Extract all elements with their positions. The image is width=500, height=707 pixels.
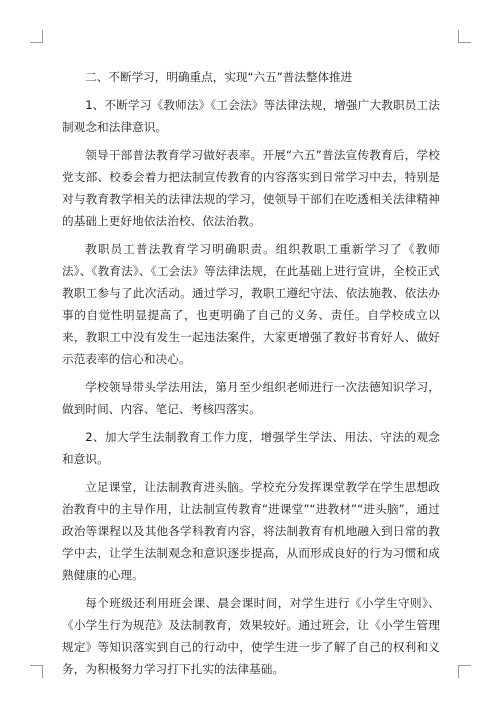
crop-mark-bottom-right [458, 665, 471, 678]
paragraph-3: 教职员工普法教育学习明确职责。组织教职工重新学习了《教师法》、《教育法》、《工会法》等法律法规，在此基础上进行宣讲，全校正式教职工参与了此次活动。通过学习，教职工遵纪守法、依法施教、依法办事的自觉性明显提高了，也更明确了自己的义务、责任。自学校成立以来，教职工中没有发生一起违法案件，大家更增强了教好书育好人、做好示范表率的信心和决心。 [62, 242, 440, 366]
paragraph-1: 1、不断学习《教师法》《工会法》等法律法规，增强广大教职员工法制观念和法律意识。 [62, 98, 440, 134]
crop-mark-bottom-left [30, 665, 43, 678]
paragraph-2: 领导干部普法教育学习做好表率。开展“六五”普法宣传教育后，学校党支部、校委会着力把法制宣传教育的内容落实到日常学习中去，特别是对与教育教学相关的法律法规的学习，使领导干部们在吃透相关法律精神的基础上更好地依法治校、依法治教。 [62, 148, 440, 228]
paragraph-4: 学校领导带头学法用法，第月至少组织老师进行一次法德知识学习，做到时间、内容、笔记、考核四落实。 [62, 380, 440, 416]
crop-mark-top-left [30, 30, 43, 43]
document-body [62, 66, 440, 686]
section-heading: 二、不断学习，明确重点，实现“六五”普法整体推进 [85, 70, 353, 84]
paragraph-7: 每个班级还利用班会课、晨会课时间，对学生进行《小学生守则》、《小学生行为规范》及法制教育，效果较好。通过班会，让《小学生管理规定》等知识落实到自己的行动中，使学生进一步了解了自己的权利和义务，为积极努力学习打下扎实的法律基础。 [62, 596, 440, 676]
paragraph-5: 2、加大学生法制教育工作力度，增强学生学法、用法、守法的观念和意识。 [62, 430, 440, 466]
paragraph-6: 立足课堂，让法制教育进头脑。学校充分发挥课堂教学在学生思想政治教育中的主导作用，让法制宣传教育“进课堂”“进教材”“进头脑”，通过政治等课程以及其他各学科教育内容，将法制教育有机地融入到日常的教学中去，让学生法制观念和意识逐步提高，从而形成良好的行为习惯和成熟健康的心理。 [62, 480, 440, 582]
crop-mark-top-right [458, 30, 471, 43]
